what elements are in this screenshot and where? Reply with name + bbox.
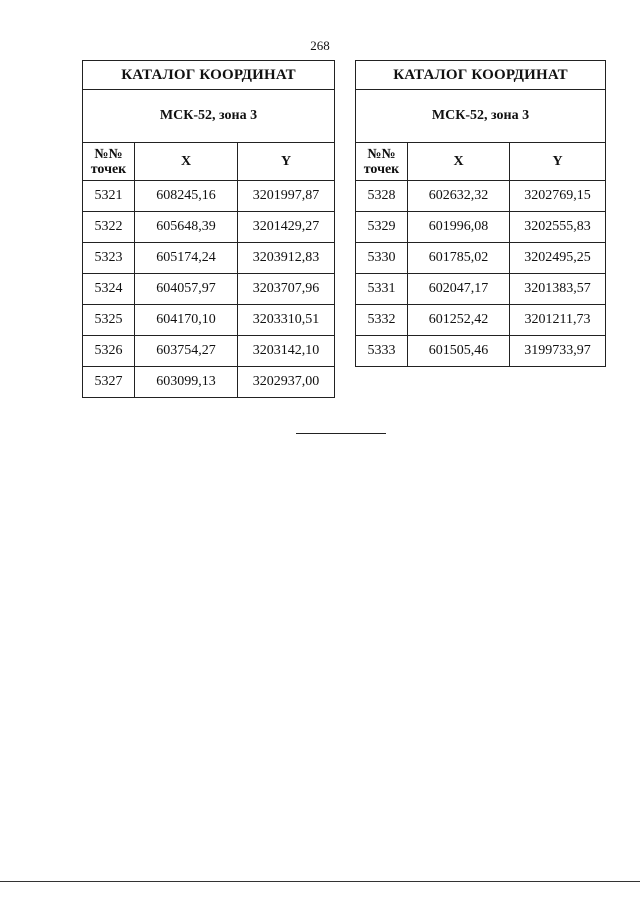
y-coordinate: 3202937,00 [238, 367, 335, 398]
point-number: 5324 [83, 274, 135, 305]
table-row [356, 181, 606, 212]
point-number: 5330 [356, 243, 408, 274]
x-coordinate: 605648,39 [135, 212, 238, 243]
table-row [83, 243, 335, 274]
y-coordinate: 3201429,27 [238, 212, 335, 243]
point-number: 5329 [356, 212, 408, 243]
end-separator-line [296, 433, 386, 434]
y-coordinate: 3201997,87 [238, 181, 335, 212]
x-coordinate: 604057,97 [135, 274, 238, 305]
point-number: 5321 [83, 181, 135, 212]
point-number: 5325 [83, 305, 135, 336]
column-header-y: Y [510, 143, 606, 181]
x-coordinate: 601785,02 [408, 243, 510, 274]
point-number: 5333 [356, 336, 408, 367]
column-header-point: №№ точек [356, 143, 408, 181]
table-row [83, 212, 335, 243]
x-coordinate: 602632,32 [408, 181, 510, 212]
x-coordinate: 605174,24 [135, 243, 238, 274]
point-number: 5331 [356, 274, 408, 305]
x-coordinate: 603754,27 [135, 336, 238, 367]
page-number: 268 [310, 38, 330, 53]
catalog-title: КАТАЛОГ КООРДИНАТ [83, 61, 335, 90]
y-coordinate: 3202555,83 [510, 212, 606, 243]
y-coordinate: 3203912,83 [238, 243, 335, 274]
page-bottom-line [0, 881, 640, 882]
table-row [83, 367, 335, 398]
point-number: 5322 [83, 212, 135, 243]
table-row [83, 305, 335, 336]
table-row [356, 243, 606, 274]
table-row [356, 212, 606, 243]
point-number: 5328 [356, 181, 408, 212]
y-coordinate: 3199733,97 [510, 336, 606, 367]
column-header-point: №№ точек [83, 143, 135, 181]
x-coordinate: 601252,42 [408, 305, 510, 336]
point-number: 5332 [356, 305, 408, 336]
point-number: 5323 [83, 243, 135, 274]
coordinate-catalog-table [82, 60, 335, 398]
table-row [356, 305, 606, 336]
y-coordinate: 3203707,96 [238, 274, 335, 305]
column-header-y: Y [238, 143, 335, 181]
table-row [83, 181, 335, 212]
y-coordinate: 3201211,73 [510, 305, 606, 336]
x-coordinate: 608245,16 [135, 181, 238, 212]
y-coordinate: 3202495,25 [510, 243, 606, 274]
x-coordinate: 601505,46 [408, 336, 510, 367]
column-header-x: X [135, 143, 238, 181]
catalog-title: КАТАЛОГ КООРДИНАТ [356, 61, 606, 90]
point-number: 5326 [83, 336, 135, 367]
x-coordinate: 604170,10 [135, 305, 238, 336]
catalog-zone: МСК-52, зона 3 [356, 90, 606, 143]
catalog-zone: МСК-52, зона 3 [83, 90, 335, 143]
y-coordinate: 3201383,57 [510, 274, 606, 305]
x-coordinate: 603099,13 [135, 367, 238, 398]
coordinate-catalog-table [355, 60, 606, 367]
table-row [356, 336, 606, 367]
table-row [356, 274, 606, 305]
table-row [83, 274, 335, 305]
x-coordinate: 602047,17 [408, 274, 510, 305]
x-coordinate: 601996,08 [408, 212, 510, 243]
point-number: 5327 [83, 367, 135, 398]
table-row [83, 336, 335, 367]
column-header-x: X [408, 143, 510, 181]
y-coordinate: 3203310,51 [238, 305, 335, 336]
y-coordinate: 3202769,15 [510, 181, 606, 212]
y-coordinate: 3203142,10 [238, 336, 335, 367]
